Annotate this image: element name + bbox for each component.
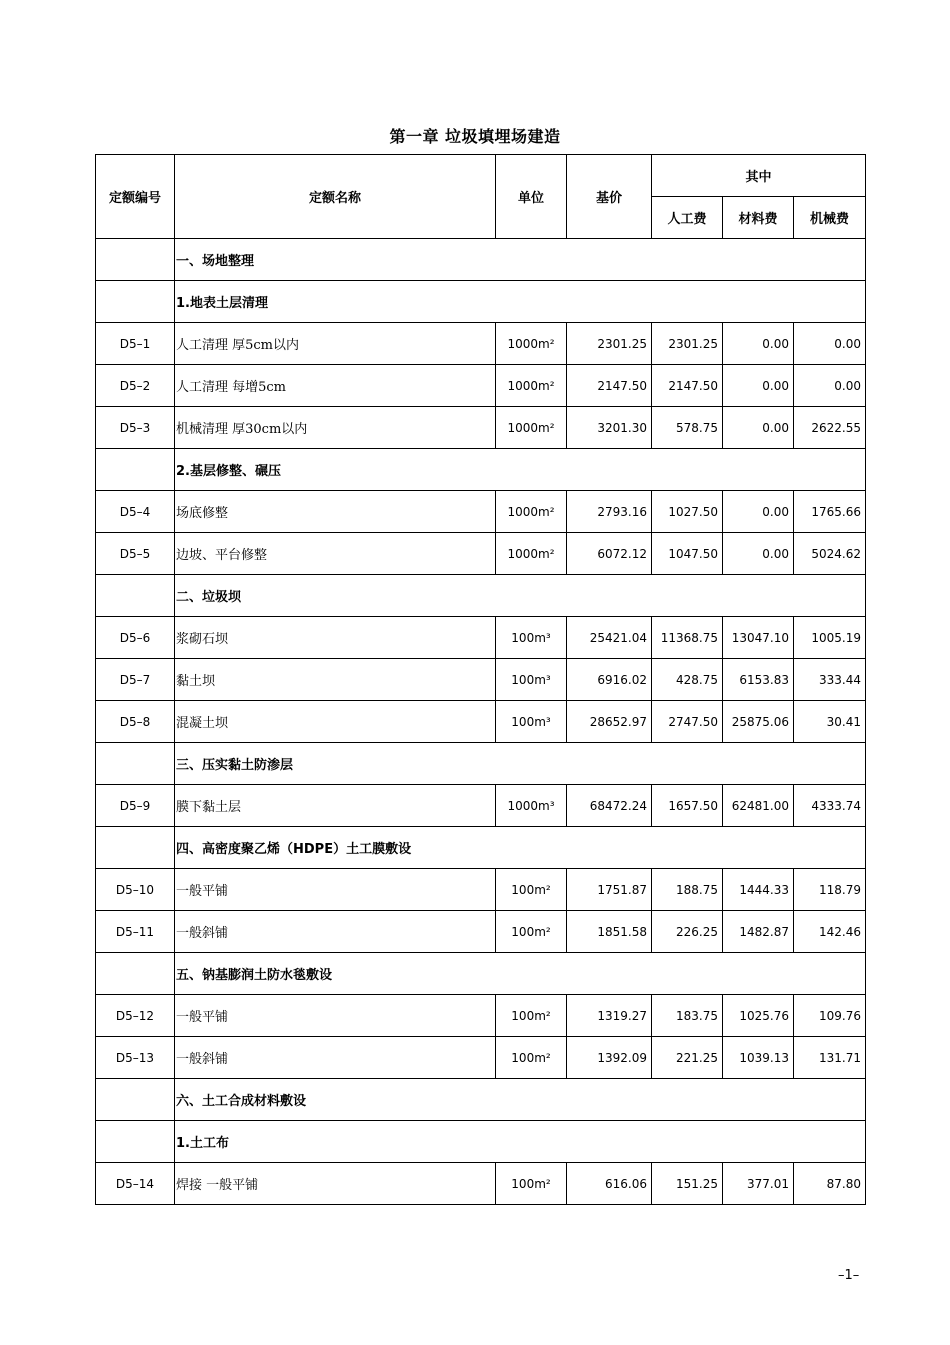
machine-cost: 333.44 xyxy=(794,659,866,701)
section-code-cell xyxy=(96,1079,175,1121)
machine-cost: 0.00 xyxy=(794,323,866,365)
quota-name: 膜下黏土层 xyxy=(175,785,496,827)
quota-name: 边坡、平台修整 xyxy=(175,533,496,575)
header-breakdown-group: 其中 xyxy=(652,155,866,197)
quota-unit: 1000m³ xyxy=(496,785,567,827)
labor-cost: 226.25 xyxy=(652,911,723,953)
table-row xyxy=(96,785,866,827)
header-labor: 人工费 xyxy=(652,197,723,239)
table-row xyxy=(96,869,866,911)
quota-code: D5–12 xyxy=(96,995,175,1037)
machine-cost: 30.41 xyxy=(794,701,866,743)
quota-unit: 100m² xyxy=(496,869,567,911)
quota-name: 混凝土坝 xyxy=(175,701,496,743)
quota-code: D5–8 xyxy=(96,701,175,743)
material-cost: 0.00 xyxy=(723,407,794,449)
section-row xyxy=(96,953,866,995)
quota-name: 浆砌石坝 xyxy=(175,617,496,659)
base-price: 1751.87 xyxy=(567,869,652,911)
table-row xyxy=(96,911,866,953)
quota-name: 黏土坝 xyxy=(175,659,496,701)
quota-name: 焊接 一般平铺 xyxy=(175,1163,496,1205)
table-row xyxy=(96,1163,866,1205)
section-code-cell xyxy=(96,449,175,491)
section-row xyxy=(96,449,866,491)
material-cost: 0.00 xyxy=(723,533,794,575)
quota-name: 一般平铺 xyxy=(175,995,496,1037)
labor-cost: 428.75 xyxy=(652,659,723,701)
labor-cost: 151.25 xyxy=(652,1163,723,1205)
machine-cost: 0.00 xyxy=(794,365,866,407)
header-base-price: 基价 xyxy=(567,155,652,239)
material-cost: 6153.83 xyxy=(723,659,794,701)
quota-code: D5–14 xyxy=(96,1163,175,1205)
machine-cost: 87.80 xyxy=(794,1163,866,1205)
quota-name: 一般斜铺 xyxy=(175,911,496,953)
section-row xyxy=(96,827,866,869)
quota-unit: 100m³ xyxy=(496,617,567,659)
section-heading: 1.土工布 xyxy=(175,1121,866,1163)
material-cost: 1025.76 xyxy=(723,995,794,1037)
quota-code: D5–6 xyxy=(96,617,175,659)
base-price: 3201.30 xyxy=(567,407,652,449)
section-heading: 2.基层修整、碾压 xyxy=(175,449,866,491)
quota-unit: 100m² xyxy=(496,1037,567,1079)
labor-cost: 2301.25 xyxy=(652,323,723,365)
header-code: 定额编号 xyxy=(96,155,175,239)
material-cost: 0.00 xyxy=(723,323,794,365)
section-row xyxy=(96,1121,866,1163)
labor-cost: 578.75 xyxy=(652,407,723,449)
page-number: –1– xyxy=(838,1268,860,1283)
base-price: 6916.02 xyxy=(567,659,652,701)
base-price: 25421.04 xyxy=(567,617,652,659)
table-row xyxy=(96,701,866,743)
quota-code: D5–13 xyxy=(96,1037,175,1079)
section-code-cell xyxy=(96,827,175,869)
material-cost: 62481.00 xyxy=(723,785,794,827)
quota-code: D5–9 xyxy=(96,785,175,827)
machine-cost: 1765.66 xyxy=(794,491,866,533)
quota-unit: 1000m² xyxy=(496,533,567,575)
labor-cost: 183.75 xyxy=(652,995,723,1037)
base-price: 2793.16 xyxy=(567,491,652,533)
section-code-cell xyxy=(96,953,175,995)
material-cost: 1039.13 xyxy=(723,1037,794,1079)
material-cost: 0.00 xyxy=(723,491,794,533)
labor-cost: 188.75 xyxy=(652,869,723,911)
quota-code: D5–1 xyxy=(96,323,175,365)
labor-cost: 2747.50 xyxy=(652,701,723,743)
header-machine: 机械费 xyxy=(794,197,866,239)
section-heading: 1.地表土层清理 xyxy=(175,281,866,323)
table-row xyxy=(96,1037,866,1079)
quota-name: 机械清理 厚30cm以内 xyxy=(175,407,496,449)
material-cost: 13047.10 xyxy=(723,617,794,659)
quota-code: D5–3 xyxy=(96,407,175,449)
machine-cost: 131.71 xyxy=(794,1037,866,1079)
base-price: 1392.09 xyxy=(567,1037,652,1079)
quota-unit: 100m² xyxy=(496,911,567,953)
quota-unit: 1000m² xyxy=(496,365,567,407)
section-row xyxy=(96,281,866,323)
table-row xyxy=(96,407,866,449)
table-row xyxy=(96,659,866,701)
quota-unit: 100m³ xyxy=(496,701,567,743)
material-cost: 25875.06 xyxy=(723,701,794,743)
table-row xyxy=(96,323,866,365)
quota-name: 一般斜铺 xyxy=(175,1037,496,1079)
quota-table xyxy=(95,154,866,1205)
base-price: 616.06 xyxy=(567,1163,652,1205)
header-unit: 单位 xyxy=(496,155,567,239)
table-row xyxy=(96,533,866,575)
base-price: 2301.25 xyxy=(567,323,652,365)
base-price: 68472.24 xyxy=(567,785,652,827)
machine-cost: 142.46 xyxy=(794,911,866,953)
quota-code: D5–4 xyxy=(96,491,175,533)
quota-unit: 1000m² xyxy=(496,491,567,533)
quota-unit: 1000m² xyxy=(496,407,567,449)
chapter-title: 第一章 垃圾填埋场建造 xyxy=(389,127,561,146)
quota-name: 场底修整 xyxy=(175,491,496,533)
machine-cost: 4333.74 xyxy=(794,785,866,827)
material-cost: 1444.33 xyxy=(723,869,794,911)
labor-cost: 1657.50 xyxy=(652,785,723,827)
table-row xyxy=(96,365,866,407)
labor-cost: 221.25 xyxy=(652,1037,723,1079)
machine-cost: 118.79 xyxy=(794,869,866,911)
section-heading: 一、场地整理 xyxy=(175,239,866,281)
section-row xyxy=(96,743,866,785)
quota-name: 人工清理 厚5cm以内 xyxy=(175,323,496,365)
base-price: 6072.12 xyxy=(567,533,652,575)
table-row xyxy=(96,995,866,1037)
section-heading: 五、钠基膨润土防水毯敷设 xyxy=(175,953,866,995)
base-price: 1319.27 xyxy=(567,995,652,1037)
labor-cost: 11368.75 xyxy=(652,617,723,659)
quota-unit: 100m² xyxy=(496,1163,567,1205)
section-code-cell xyxy=(96,743,175,785)
header-name: 定额名称 xyxy=(175,155,496,239)
machine-cost: 5024.62 xyxy=(794,533,866,575)
section-heading: 六、土工合成材料敷设 xyxy=(175,1079,866,1121)
material-cost: 0.00 xyxy=(723,365,794,407)
table-row xyxy=(96,617,866,659)
section-heading: 三、压实黏土防渗层 xyxy=(175,743,866,785)
section-code-cell xyxy=(96,575,175,617)
quota-table-body xyxy=(96,239,866,1205)
labor-cost: 2147.50 xyxy=(652,365,723,407)
quota-name: 人工清理 每增5cm xyxy=(175,365,496,407)
quota-code: D5–10 xyxy=(96,869,175,911)
quota-name: 一般平铺 xyxy=(175,869,496,911)
labor-cost: 1047.50 xyxy=(652,533,723,575)
machine-cost: 2622.55 xyxy=(794,407,866,449)
section-heading: 四、高密度聚乙烯（HDPE）土工膜敷设 xyxy=(175,827,866,869)
material-cost: 1482.87 xyxy=(723,911,794,953)
header-row-1 xyxy=(96,155,866,197)
quota-code: D5–2 xyxy=(96,365,175,407)
header-material: 材料费 xyxy=(723,197,794,239)
base-price: 2147.50 xyxy=(567,365,652,407)
section-row xyxy=(96,575,866,617)
quota-code: D5–11 xyxy=(96,911,175,953)
base-price: 28652.97 xyxy=(567,701,652,743)
section-row xyxy=(96,239,866,281)
section-code-cell xyxy=(96,281,175,323)
quota-unit: 100m² xyxy=(496,995,567,1037)
quota-code: D5–5 xyxy=(96,533,175,575)
labor-cost: 1027.50 xyxy=(652,491,723,533)
quota-unit: 100m³ xyxy=(496,659,567,701)
material-cost: 377.01 xyxy=(723,1163,794,1205)
section-code-cell xyxy=(96,239,175,281)
section-heading: 二、垃圾坝 xyxy=(175,575,866,617)
machine-cost: 1005.19 xyxy=(794,617,866,659)
section-row xyxy=(96,1079,866,1121)
section-code-cell xyxy=(96,1121,175,1163)
quota-unit: 1000m² xyxy=(496,323,567,365)
table-row xyxy=(96,491,866,533)
quota-code: D5–7 xyxy=(96,659,175,701)
machine-cost: 109.76 xyxy=(794,995,866,1037)
base-price: 1851.58 xyxy=(567,911,652,953)
